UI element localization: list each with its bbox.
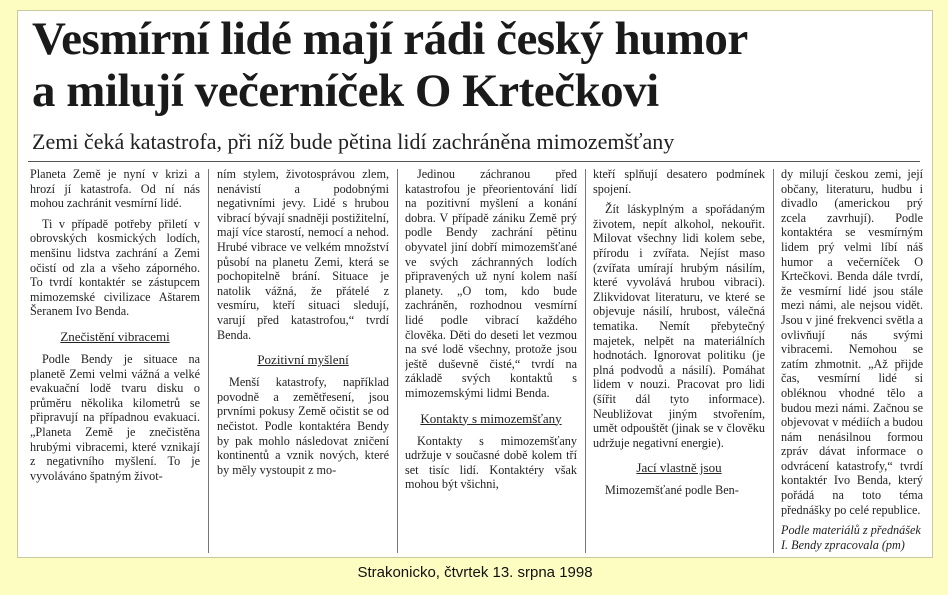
paragraph: kteří splňují desatero podmínek spojení.	[593, 167, 765, 196]
section-heading-text: Pozitivní myšlení	[257, 352, 349, 368]
section-heading	[405, 411, 577, 426]
section-heading	[593, 460, 765, 475]
article-column-5	[781, 167, 923, 555]
newspaper-clipping	[17, 10, 933, 558]
paragraph: Jedinou záchranou před katastrofou je přeorientování lidí na pozitivní myšlení a konání dobra. V případě zániku Země prý podle Bendy zachrání pětinu obyvatel jiní dobří mimozemšťané ve svých záchranných lodích připravených už nyní kolem naší planety. „O tom, kdo bude zachráněn, rozhodnou vesmírní lidé podle vibrací každého člověka. Děti do deseti let vezmou na své lodě všechny, protože jsou ještě duševně čisté,“ tvrdí na základě svých kontaktů s mimozemskými lidmi Benda.	[405, 167, 577, 400]
article-column-3	[405, 167, 577, 555]
lead-paragraph: Planeta Země je nyní v krizi a hrozí jí katastrofa. Od ní nás mohou zachránit vesmírní lidé.	[30, 167, 200, 211]
column-divider	[208, 169, 209, 553]
section-heading-text: Jací vlastně jsou	[636, 460, 722, 476]
paragraph: ním stylem, životosprávou zlem, nenávistí a podobnými negativními jevy. Lidé s hrubou vibrací bývají snadněji postižitelní, mají více starostí, nemocí a nehod. Hrubé vibrace ve velkém množství působí na planetu Zemi, která se pochopitelně brání. Situace je natolik vážná, že přátelé z vesmíru, kteří situaci sledují, varují před katastrofou,“ tvrdí Benda.	[217, 167, 389, 342]
section-heading-text: Znečistění vibracemi	[60, 328, 170, 344]
headline-line-1: Vesmírní lidé mají rádi český humor	[32, 13, 748, 65]
subtitle: Zemi čeká katastrofa, při níž bude pětina lidí zachráněna mimozemšťany	[32, 129, 675, 154]
paragraph: Mimozemšťané podle Ben-	[605, 483, 739, 498]
section-heading-text: Kontakty s mimozemšťany	[420, 410, 562, 426]
paragraph: Podle Bendy je situace na planetě Zemi velmi vážná a velké evakuační lodě tvaru disku o průměru několika kilometrů se připravují na případnou evakuaci. „Planeta Země je znečistěna hrubými vibracemi, které vznikají z negativního myšlení. To je vyvoláváno špatným život-	[30, 351, 200, 483]
column-divider	[773, 169, 774, 553]
article-column-2	[217, 167, 389, 555]
paragraph: Kontakty s mimozemšťany udržuje v současné době kolem tří set tisíc lidí. Kontaktéry však mohou být všichni,	[405, 433, 577, 492]
section-heading	[217, 352, 389, 367]
headline	[32, 13, 922, 117]
column-divider	[397, 169, 398, 553]
section-heading	[30, 329, 200, 344]
article-column-1	[30, 167, 200, 555]
column-divider	[585, 169, 586, 553]
article-column-4	[593, 167, 765, 555]
rule	[28, 161, 920, 162]
headline-line-2: a milují večerníček O Krtečkovi	[32, 65, 659, 117]
paragraph: Žít láskyplným a spořádaným životem, nepít alkohol, nekouřit. Milovat všechny lidi kolem sebe, přírodu i zvířata. Nejíst maso (zvířata umírají hrubým násilím, které vyvolává hrubou vibraci). Zlikvidovat literaturu, ve které se objevuje násilí, hrubost, válečná tematika. Nemít přebytečný majetek, nelpět na materiálních hodnotách. Ignorovat politiku (je plná podvodů a násilí). Pomáhat lidem v nouzi. Pracovat pro lidi (šířit dál tyto informace). Neubližovat jiným stvořením, umět odpouštět (jinak se v člověku udržuje negativní energie).	[593, 202, 765, 450]
page	[17, 10, 933, 585]
paragraph: Ti v případě potřeby přiletí v obrovských kosmických lodích, menšinu lidstva zachrání a Zemi očistí od zla a všeho záporného. To tvrdí kontaktér se zástupcem mimozemské civilizace Aštarem Šeranem Ivo Benda.	[30, 216, 200, 319]
paragraph: dy milují českou zemi, její občany, literaturu, hudbu i divadlo (americkou prý zcela zavrhují). Podle kontaktéra se vesmírným lidem prý velmi líbí náš humor a večerníček O Krtečkovi. Benda dále tvrdí, že vesmírní lidé jsou stále mezi námi, ale nejsou vidět. Jsou v jiné frekvenci světla a ovlivňují nás svými vibracemi. Nemohou se zatím zhmotnit. „Až přijde čas, vesmírní lidé si obléknou vhodné tělo a budou mezi námi. Začnou se objevovat v médiích a budou nám nenásilnou formou zpráv dávat informace o odvrácení katastrofy,“ tvrdí kontaktér Ivo Benda, který pořádá na toto téma přednášky po celé republice.	[781, 167, 923, 517]
footer-caption: Strakonicko, čtvrtek 13. srpna 1998	[357, 564, 593, 581]
byline: Podle materiálů z přednášek I. Bendy zpracovala (pm)	[781, 523, 921, 552]
paragraph: Menší katastrofy, například povodně a zemětřesení, jsou prvními pokusy Země očistit se od nečistot. Podle kontaktéra Bendy by pak mohlo následovat zničení kontinentů a vznik nových, které by měly vystoupit z mo-	[217, 375, 389, 477]
